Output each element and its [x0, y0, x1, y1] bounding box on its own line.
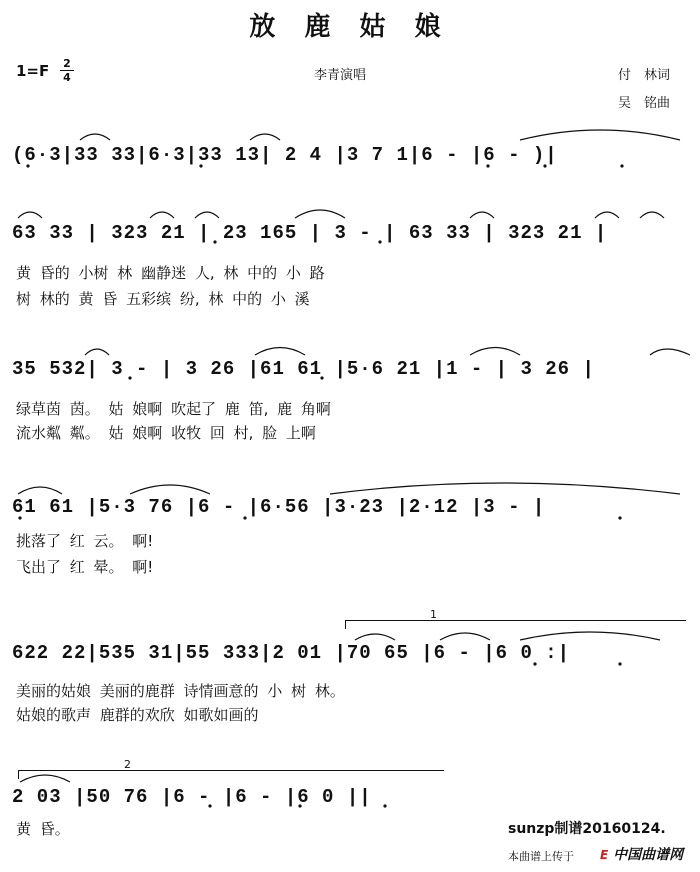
slur-arc: [470, 348, 520, 356]
slur-arc: [520, 130, 680, 140]
octave-dot: [620, 164, 623, 167]
lyric-line-4a: 挑落了 红 云。 啊!: [16, 532, 154, 550]
composer-credit: 吴 铭曲: [618, 96, 671, 111]
slur-arc: [295, 210, 345, 218]
transcriber-credit: sunzp制谱20160124.: [508, 821, 666, 837]
lyric-line-2a: 黄 昏的 小树 林 幽静迷 人, 林 中的 小 路: [16, 264, 325, 282]
slur-arc: [330, 483, 680, 494]
slur-arc: [470, 212, 494, 218]
lyric-line-3b: 流水粼 粼。 姑 娘啊 收牧 回 村, 脸 上啊: [16, 424, 316, 442]
meter-bottom: 4: [63, 71, 71, 84]
site-logo: [600, 844, 683, 864]
slur-arc: [150, 212, 174, 218]
lyricist-credit: 付 林词: [618, 68, 671, 83]
slur-arc: [520, 632, 660, 640]
lyric-line-3a: 绿草茵 茵。 姑 娘啊 吹起了 鹿 笛, 鹿 角啊: [16, 400, 331, 418]
singer-credit: 李青演唱: [313, 68, 366, 83]
notation-line-6: 2 03 |50 76 |6 - |6 - |6 0 ||: [12, 786, 372, 808]
notation-line-2: 63 33 | 323 21 | 23 165 | 3 - | 63 33 | 323 21 |: [12, 222, 608, 244]
lyric-line-6a: 黄 昏。: [16, 820, 70, 838]
second-ending-bracket: [18, 758, 444, 779]
octave-dot: [618, 662, 621, 665]
page-title: 放 鹿 姑 娘: [249, 12, 451, 42]
slur-arc: [250, 134, 280, 140]
slur-arc: [650, 349, 690, 355]
slur-arc: [355, 634, 395, 640]
lyric-line-5a: 美丽的姑娘 美丽的鹿群 诗情画意的 小 树 林。: [16, 682, 345, 700]
slur-arc: [18, 212, 42, 218]
lyric-line-2b: 树 林的 黄 昏 五彩缤 纷, 林 中的 小 溪: [16, 290, 310, 308]
slur-arc: [440, 633, 490, 640]
lyric-line-4b: 飞出了 红 晕。 啊!: [16, 558, 154, 576]
meter-top: 2: [63, 57, 71, 70]
slur-arc: [595, 212, 619, 218]
second-ending-number: 2: [124, 758, 131, 771]
notation-line-3: 35 532| 3 - | 3 26 |61 61 |5·6 21 |1 - | 3 26 |: [12, 358, 595, 380]
notation-line-1: (6·3|33 33|6·3|33 13| 2 4 |3 7 1|6 - |6 - )|: [12, 144, 558, 166]
key-signature: 1=F: [16, 62, 50, 80]
notation-line-5: 622 22|535 31|55 333|2 01 |70 65 |6 - |6 0 :|: [12, 642, 571, 664]
octave-dot: [383, 804, 386, 807]
octave-dot: [618, 516, 621, 519]
slur-arc: [195, 212, 219, 218]
site-logo-icon: E: [600, 848, 609, 862]
notation-line-4: 61 61 |5·3 76 |6 - |6·56 |3·23 |2·12 |3 - |: [12, 496, 546, 518]
slur-arc: [130, 485, 210, 494]
slur-arc: [255, 348, 305, 356]
slur-arc: [640, 212, 664, 218]
slur-arc: [85, 349, 109, 355]
first-ending-number: 1: [430, 608, 437, 621]
slur-arc: [18, 487, 62, 494]
site-name: 中国曲谱网: [613, 847, 684, 863]
lyric-line-5b: 姑娘的歌声 鹿群的欢欣 如歌如画的: [16, 706, 259, 724]
upload-note: 本曲谱上传于: [508, 850, 574, 863]
first-ending-bracket: [345, 608, 686, 629]
slur-arc: [80, 134, 110, 140]
